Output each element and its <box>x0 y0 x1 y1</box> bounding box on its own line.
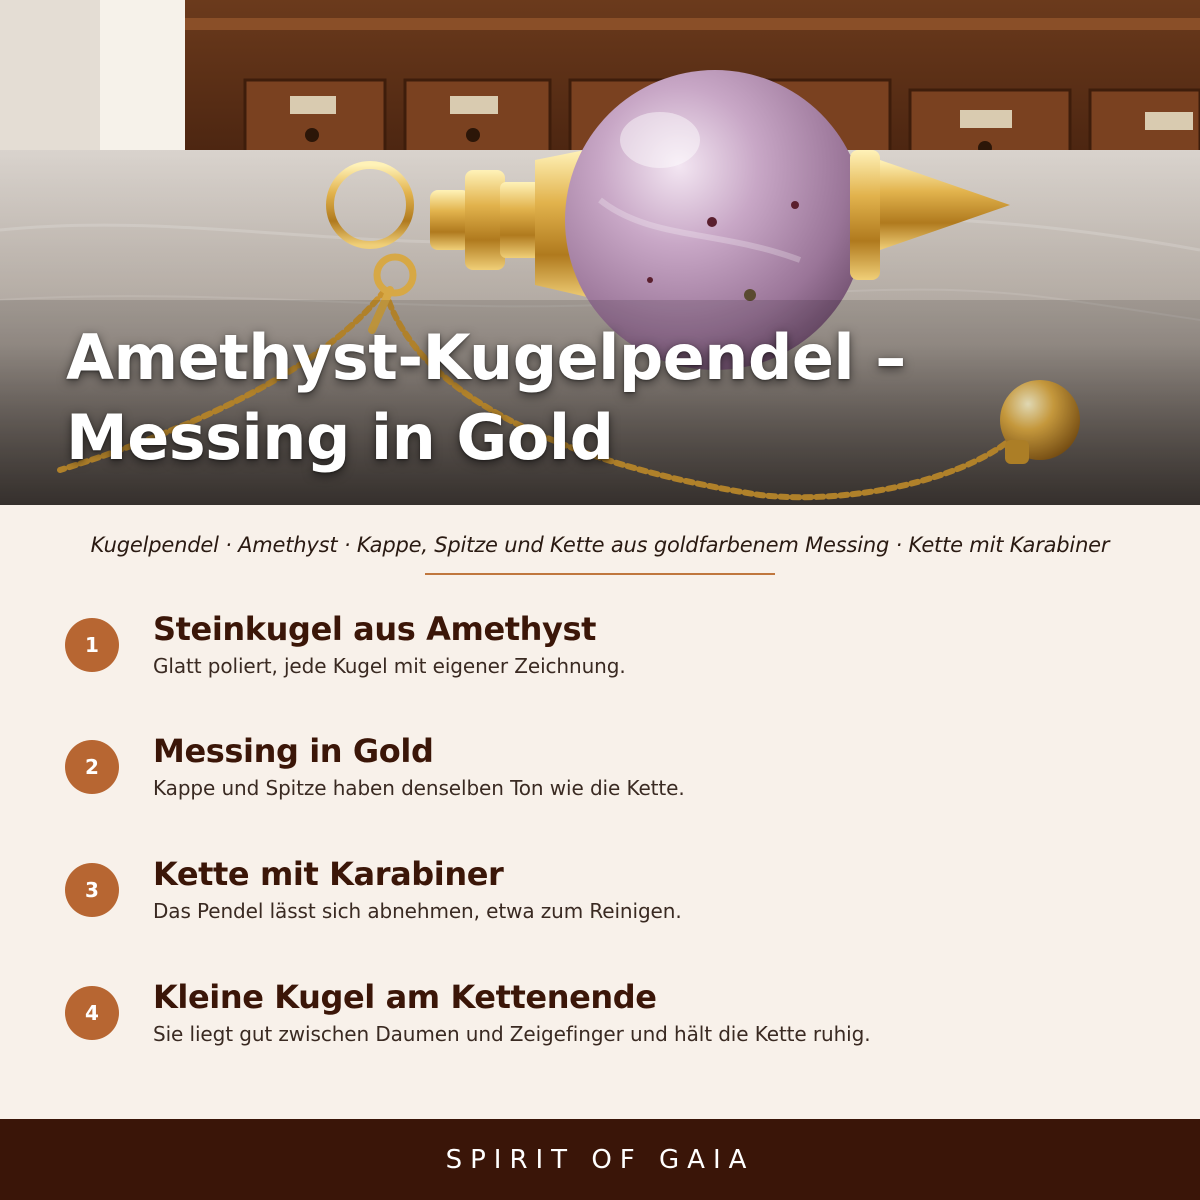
feature-description: Das Pendel lässt sich abnehmen, etwa zum Reinigen. <box>153 899 682 923</box>
number-badge: 3 <box>65 863 119 917</box>
title-line-1: Amethyst-Kugelpendel – <box>66 321 906 394</box>
feature-item-3 <box>0 855 1200 955</box>
feature-description: Sie liegt gut zwischen Daumen und Zeigefinger und hält die Kette ruhig. <box>153 1022 871 1046</box>
feature-description: Kappe und Spitze haben denselben Ton wie die Kette. <box>153 776 685 800</box>
number-badge: 1 <box>65 618 119 672</box>
brand-name: SPIRIT OF GAIA <box>445 1144 755 1175</box>
divider <box>425 573 775 575</box>
hero-photo <box>0 0 1200 505</box>
feature-item-1 <box>0 610 1200 710</box>
feature-title: Kleine Kugel am Kettenende <box>153 978 657 1016</box>
feature-title: Messing in Gold <box>153 732 434 770</box>
product-subtitle: Kugelpendel · Amethyst · Kappe, Spitze und Kette aus goldfarbenem Messing · Kette mit Karabiner <box>90 533 1110 557</box>
number-badge: 4 <box>65 986 119 1040</box>
footer-bar <box>0 1119 1200 1200</box>
feature-item-4 <box>0 978 1200 1078</box>
product-title <box>66 318 1166 478</box>
feature-title: Steinkugel aus Amethyst <box>153 610 597 648</box>
feature-item-2 <box>0 732 1200 832</box>
number-badge: 2 <box>65 740 119 794</box>
feature-title: Kette mit Karabiner <box>153 855 504 893</box>
title-line-2: Messing in Gold <box>66 401 614 474</box>
feature-description: Glatt poliert, jede Kugel mit eigener Zeichnung. <box>153 654 626 678</box>
